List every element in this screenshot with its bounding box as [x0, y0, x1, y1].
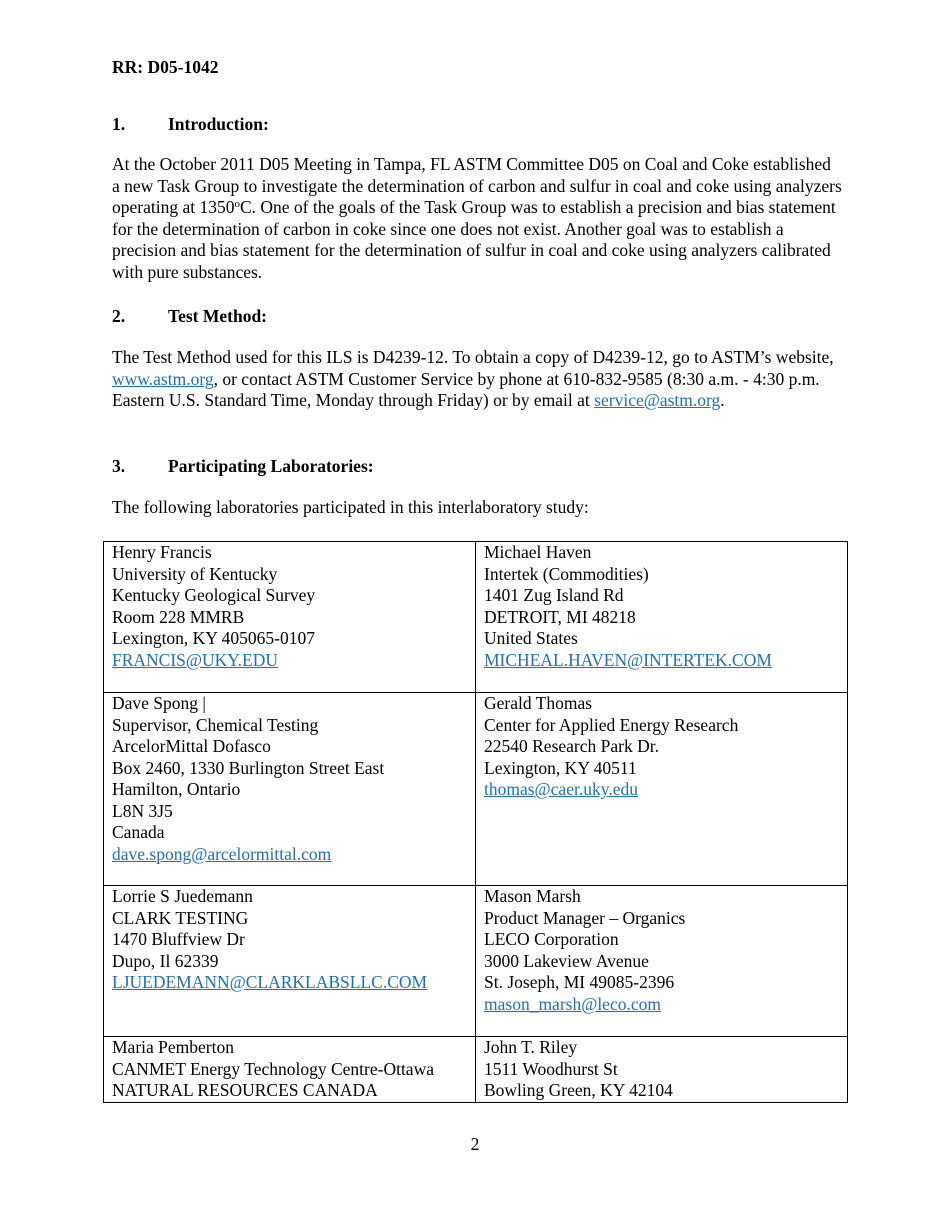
table-row — [104, 886, 848, 1037]
report-header: RR: D05-1042 — [112, 57, 219, 77]
lab-line: United States — [484, 628, 578, 648]
lab-contact-name: Gerald Thomas — [484, 693, 593, 713]
lab-line: Bowling Green, KY 42104 — [484, 1080, 673, 1100]
lab-cell — [104, 542, 476, 693]
table-row — [104, 1037, 848, 1103]
section-number: 2. — [112, 306, 126, 326]
lab-line: Box 2460, 1330 Burlington Street East — [112, 757, 385, 778]
lab-line: Supervisor, Chemical Testing — [112, 714, 319, 735]
lab-contact-name: Mason Marsh — [484, 886, 581, 906]
lab-email-link[interactable]: mason_marsh@leco.com — [484, 993, 661, 1014]
lab-cell — [104, 1037, 476, 1103]
table-row — [104, 693, 848, 886]
lab-line: 1511 Woodhurst St — [484, 1058, 618, 1079]
lab-contact-name: John T. Riley — [484, 1037, 578, 1057]
lab-line: L8N 3J5 — [112, 800, 173, 821]
intro-text-part: At the October 2011 D05 Meeting in Tampa, FL ASTM Committee D05 on Coal and Coke established a new Task Group to investigate the determination of carbon and sulfur in coal and coke using analyzers operating at 1350 — [112, 154, 842, 217]
lab-line: Center for Applied Energy Research — [484, 714, 739, 735]
lab-line: DETROIT, MI 48218 — [484, 606, 636, 627]
lab-email-link[interactable]: MICHEAL.HAVEN@INTERTEK.COM — [484, 649, 772, 670]
laboratories-table — [103, 541, 848, 1103]
lab-line: ArcelorMittal Dofasco — [112, 736, 271, 756]
method-text-part: . — [720, 390, 725, 410]
lab-line: Dupo, Il 62339 — [112, 950, 219, 971]
lab-line: 1470 Bluffview Dr — [112, 929, 245, 949]
lab-cell — [476, 693, 848, 886]
lab-line: Intertek (Commodities) — [484, 563, 649, 584]
lab-line: Product Manager – Organics — [484, 907, 686, 928]
lab-cell — [476, 1037, 848, 1103]
section-number: 1. — [112, 114, 126, 134]
section-title: Participating Laboratories: — [168, 456, 374, 476]
lab-line: University of Kentucky — [112, 563, 278, 584]
lab-line: 1401 Zug Island Rd — [484, 585, 624, 605]
lab-cell — [476, 886, 848, 1037]
lab-line: Hamilton, Ontario — [112, 779, 241, 799]
lab-cell — [104, 886, 476, 1037]
section-title: Test Method: — [168, 306, 268, 326]
lab-contact-name: Michael Haven — [484, 542, 592, 562]
method-text-part: The Test Method used for this ILS is D4239-12. To obtain a copy of D4239-12, go to ASTM’s website, — [112, 347, 834, 367]
lab-email-link[interactable]: LJUEDEMANN@CLARKLABSLLC.COM — [112, 972, 428, 992]
lab-line: 22540 Research Park Dr. — [484, 736, 659, 756]
astm-website-link[interactable]: www.astm.org — [112, 368, 214, 389]
section-heading-participating-labs — [112, 456, 374, 477]
lab-contact-name: Lorrie S Juedemann — [112, 886, 253, 906]
lab-contact-name: Dave Spong | — [112, 693, 206, 713]
section-title: Introduction: — [168, 114, 269, 134]
table-row — [104, 542, 848, 693]
lab-line: Lexington, KY 40511 — [484, 757, 637, 778]
lab-line: 3000 Lakeview Avenue — [484, 950, 649, 971]
lab-email-link[interactable]: FRANCIS@UKY.EDU — [112, 649, 279, 670]
lab-email-link[interactable]: thomas@caer.uky.edu — [484, 779, 638, 799]
lab-contact-name: Maria Pemberton — [112, 1037, 234, 1057]
lab-cell — [476, 542, 848, 693]
lab-email-link[interactable]: dave.spong@arcelormittal.com — [112, 843, 332, 864]
method-text-part: , or contact ASTM Customer Service by phone at 610-832-9585 (8:30 a.m. - 4:30 p.m. Eastern U.S. Standard Time, Monday through Friday) or by email at — [112, 368, 820, 410]
lab-line: LECO Corporation — [484, 929, 619, 949]
lab-line: Room 228 MMRB — [112, 606, 245, 627]
degree-superscript: o — [234, 198, 240, 210]
labs-intro-text: The following laboratories participated in this interlaboratory study: — [112, 497, 589, 517]
lab-line: Canada — [112, 822, 165, 842]
lab-line: CANMET Energy Technology Centre-Ottawa — [112, 1058, 434, 1079]
lab-contact-name: Henry Francis — [112, 542, 212, 562]
page-number: 2 — [470, 1134, 480, 1154]
introduction-paragraph — [112, 154, 842, 283]
section-number: 3. — [112, 456, 126, 476]
lab-line: Kentucky Geological Survey — [112, 585, 316, 605]
lab-line: CLARK TESTING — [112, 907, 249, 928]
lab-cell — [104, 693, 476, 886]
lab-line: St. Joseph, MI 49085-2396 — [484, 972, 675, 992]
intro-text-part: C. One of the goals of the Task Group was to establish a precision and bias statement for the determination of carbon in coke since one does not exist. Another goal was to establish a precision and bias statement for the determination of sulfur in coal and coke using analyzers calibrated with pure substances. — [112, 197, 836, 282]
astm-service-email-link[interactable]: service@astm.org — [594, 390, 721, 410]
test-method-paragraph — [112, 347, 842, 412]
lab-line: Lexington, KY 405065-0107 — [112, 628, 316, 648]
section-heading-test-method — [112, 306, 267, 327]
section-heading-introduction — [112, 114, 269, 135]
lab-line: NATURAL RESOURCES CANADA — [112, 1080, 378, 1100]
